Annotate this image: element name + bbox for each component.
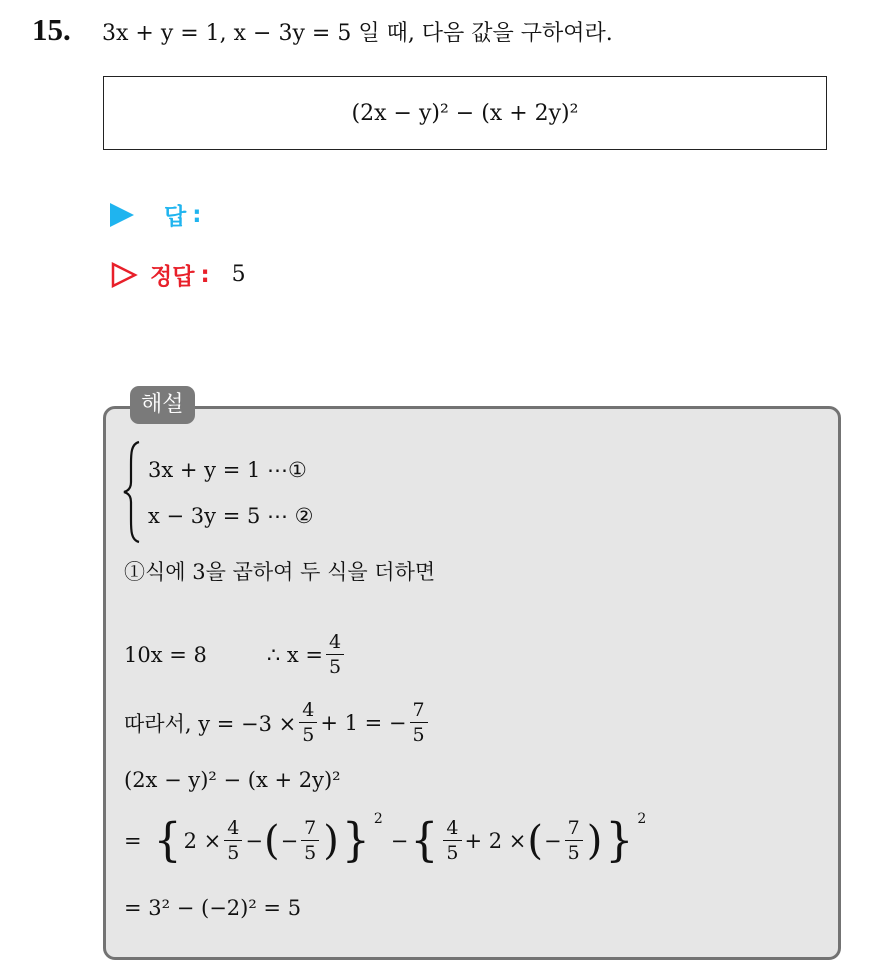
step-multiply: ①식에 3을 곱하여 두 식을 더하면 [124, 560, 436, 584]
close-paren: ) [586, 817, 603, 864]
explanation-tag: 해설 [130, 386, 195, 424]
question-number: 15. [32, 12, 71, 47]
step-solve-x-therefore: ∴ x = [266, 642, 324, 667]
fraction [565, 816, 583, 865]
correct-answer-label: 정답 [150, 264, 195, 290]
answer-label: 답 [164, 204, 187, 230]
open-brace: { [153, 813, 182, 867]
fraction-numerator: 4 [446, 817, 459, 839]
exponent: 2 [637, 810, 647, 827]
correct-answer-colon: : [200, 261, 210, 288]
open-paren: ( [527, 817, 544, 864]
minus-sign: − [245, 828, 263, 853]
open-brace: { [410, 813, 439, 867]
fraction-numerator: 4 [227, 817, 240, 839]
plus-two-times: + 2 × [464, 828, 527, 853]
step-solve-y-mid: + 1 = − [320, 710, 407, 735]
fraction [224, 816, 242, 865]
step-expression: (2x − y)² − (x + 2y)² [124, 768, 341, 792]
close-brace: } [605, 813, 634, 867]
negative-sign: − [544, 828, 562, 853]
fraction-numerator: 7 [412, 699, 425, 721]
step-solve-x-left: 10x = 8 [124, 642, 207, 667]
fraction [299, 698, 317, 747]
expression-box [103, 76, 827, 150]
correct-answer-value: 5 [231, 262, 246, 287]
fraction-denominator: 5 [326, 654, 344, 679]
fraction-numerator: 7 [567, 817, 580, 839]
close-brace: } [341, 813, 370, 867]
fraction-numerator: 4 [302, 699, 315, 721]
play-triangle-icon [110, 203, 134, 227]
fraction-denominator: 5 [224, 840, 242, 865]
system-brace [122, 440, 142, 544]
target-expression: (2x − y)² − (x + 2y)² [351, 100, 579, 126]
equals-sign: = [124, 828, 142, 853]
fraction [410, 698, 428, 747]
fraction-denominator: 5 [410, 722, 428, 747]
negative-sign: − [280, 828, 299, 853]
minus-sign: − [390, 828, 409, 853]
step-substitute [124, 810, 647, 867]
question-text: 3x + y = 1, x − 3y = 5 일 때, 다음 값을 구하여라. [102, 21, 613, 46]
answer-colon: : [192, 201, 202, 228]
system-equation-2: x − 3y = 5 ⋯ ② [148, 504, 314, 528]
step-solve-y [124, 698, 431, 747]
outline-triangle-icon [110, 262, 138, 288]
fraction [301, 816, 319, 865]
open-paren: ( [263, 817, 280, 864]
system-equation-1: 3x + y = 1 ⋯① [148, 458, 307, 482]
fraction-denominator: 5 [443, 840, 461, 865]
fraction-denominator: 5 [565, 840, 583, 865]
step-solve-x [124, 630, 347, 679]
close-paren: ) [323, 817, 339, 864]
fraction-numerator: 7 [304, 817, 317, 839]
explanation-panel [103, 406, 841, 960]
fraction-numerator: 4 [329, 631, 342, 653]
fraction [326, 630, 344, 679]
fraction-denominator: 5 [299, 722, 317, 747]
fraction [443, 816, 461, 865]
correct-answer-row [110, 258, 246, 291]
step-solve-y-prefix: 따라서, y = −3 × [124, 711, 297, 736]
exponent: 2 [373, 810, 383, 827]
fraction-denominator: 5 [301, 840, 319, 865]
answer-row [110, 198, 201, 231]
two-times: 2 × [183, 828, 222, 853]
step-result: = 3² − (−2)² = 5 [124, 896, 302, 920]
